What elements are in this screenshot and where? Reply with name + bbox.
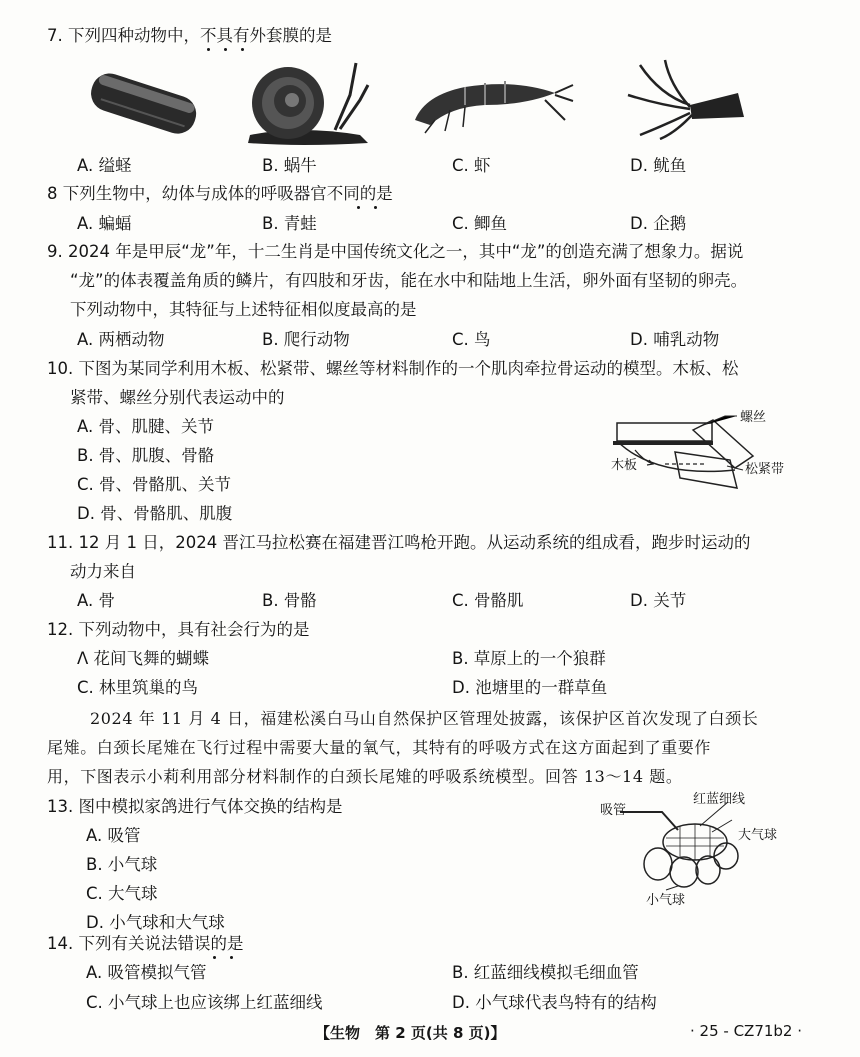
q14-stem: 14. 下列有关说法错误的是 bbox=[47, 934, 244, 953]
emphasis-dot bbox=[224, 48, 227, 51]
q11-option-d: D. 关节 bbox=[630, 591, 687, 610]
emphasis-dot bbox=[230, 956, 233, 959]
q10-option-a: A. 骨、肌腱、关节 bbox=[77, 417, 214, 436]
q9-option-b: B. 爬行动物 bbox=[262, 330, 350, 349]
q13-stem: 13. 图中模拟家鸽进行气体交换的结构是 bbox=[47, 797, 343, 816]
label-straw: 吸管 bbox=[600, 803, 627, 818]
shrimp-image bbox=[405, 65, 575, 135]
label-screw: 螺丝 bbox=[740, 410, 767, 425]
q11-line-2: 动力来自 bbox=[70, 562, 136, 581]
label-thread: 红蓝细线 bbox=[693, 792, 746, 807]
snail-image bbox=[240, 55, 375, 150]
q7-option-d: D. 鱿鱼 bbox=[630, 156, 687, 175]
q7-stem: 7. 下列四种动物中，不具有外套膜的是 bbox=[47, 26, 332, 45]
q8-option-d: D. 企鹅 bbox=[630, 214, 687, 233]
passage-line-3: 用，下图表示小莉利用部分材料制作的白颈长尾雉的呼吸系统模型。回答 13～14 题。 bbox=[47, 767, 683, 786]
q10-option-c: C. 骨、骨骼肌、关节 bbox=[77, 475, 232, 494]
q10-option-b: B. 骨、肌腹、骨骼 bbox=[77, 446, 215, 465]
q13-option-a: A. 吸管 bbox=[86, 826, 141, 845]
emphasis-dot bbox=[374, 206, 377, 209]
q14-option-d: D. 小气球代表鸟特有的结构 bbox=[452, 993, 657, 1012]
emphasis-dot bbox=[241, 48, 244, 51]
q13-option-d: D. 小气球和大气球 bbox=[86, 913, 225, 932]
q12-option-a: Λ 花间飞舞的蝴蝶 bbox=[77, 649, 210, 668]
q8-stem: 8 下列生物中，幼体与成体的呼吸器官不同的是 bbox=[47, 184, 393, 203]
q9-option-c: C. 鸟 bbox=[452, 330, 491, 349]
label-big-balloon: 大气球 bbox=[738, 828, 778, 843]
q13-option-c: C. 大气球 bbox=[86, 884, 158, 903]
passage-line-1: 2024 年 11 月 4 日，福建松溪白马山自然保护区管理处披露，该保护区首次发现了白颈长 bbox=[90, 709, 759, 728]
passage-line-2: 尾雉。白颈长尾雉在飞行过程中需要大量的氧气，其特有的呼吸方式在这方面起到了重要作 bbox=[47, 738, 712, 757]
squid-image bbox=[620, 55, 750, 140]
q9-line-3: 下列动物中，其特征与上述特征相似度最高的是 bbox=[70, 300, 417, 319]
q9-option-d: D. 哺乳动物 bbox=[630, 330, 720, 349]
q14-option-c: C. 小气球上也应该绑上红蓝细线 bbox=[86, 993, 323, 1012]
q12-option-b: B. 草原上的一个狼群 bbox=[452, 649, 606, 668]
q11-option-c: C. 骨骼肌 bbox=[452, 591, 524, 610]
q10-option-d: D. 骨、骨骼肌、肌腹 bbox=[77, 504, 233, 523]
q10-line-1: 10. 下图为某同学利用木板、松紧带、螺丝等材料制作的一个肌肉牵拉骨运动的模型。木板、松 bbox=[47, 359, 739, 378]
q7-option-b: B. 蜗牛 bbox=[262, 156, 317, 175]
q11-option-b: B. 骨骼 bbox=[262, 591, 317, 610]
emphasis-dot bbox=[213, 956, 216, 959]
razor-clam-image bbox=[80, 62, 205, 142]
q7-option-a: A. 缢蛏 bbox=[77, 156, 132, 175]
q9-line-2: “龙”的体表覆盖角质的鳞片，有四肢和牙齿，能在水中和陆地上生活，卵外面有坚韧的卵壳。 bbox=[70, 271, 748, 290]
q13-option-b: B. 小气球 bbox=[86, 855, 158, 874]
q9-option-a: A. 两栖动物 bbox=[77, 330, 165, 349]
q14-option-a: A. 吸管模拟气管 bbox=[86, 963, 207, 982]
q9-line-1: 9. 2024 年是甲辰“龙”年，十二生肖是中国传统文化之一，其中“龙”的创造充满了想象力。据说 bbox=[47, 242, 744, 261]
footer-code: · 25 - CZ71b2 · bbox=[690, 1022, 803, 1040]
label-board: 木板 bbox=[611, 458, 638, 473]
emphasis-dot bbox=[357, 206, 360, 209]
footer-page-info: 【生物 第 2 页(共 8 页)】 bbox=[315, 1024, 506, 1042]
q11-option-a: A. 骨 bbox=[77, 591, 115, 610]
q8-option-c: C. 鲫鱼 bbox=[452, 214, 508, 233]
q10-line-2: 紧带、螺丝分别代表运动中的 bbox=[70, 388, 285, 407]
label-band: 松紧带 bbox=[745, 462, 785, 477]
muscle-model-diagram bbox=[605, 408, 820, 498]
q14-option-b: B. 红蓝细线模拟毛细血管 bbox=[452, 963, 639, 982]
q12-option-c: C. 林里筑巢的鸟 bbox=[77, 678, 199, 697]
q12-option-d: D. 池塘里的一群草鱼 bbox=[452, 678, 608, 697]
emphasis-dot bbox=[207, 48, 210, 51]
q8-option-b: B. 青蛙 bbox=[262, 214, 317, 233]
q7-option-c: C. 虾 bbox=[452, 156, 491, 175]
label-small-balloon: 小气球 bbox=[646, 893, 686, 908]
q8-option-a: A. 蝙蝠 bbox=[77, 214, 132, 233]
q12-stem: 12. 下列动物中，具有社会行为的是 bbox=[47, 620, 310, 639]
q11-line-1: 11. 12 月 1 日，2024 晋江马拉松赛在福建晋江鸣枪开跑。从运动系统的组成看，跑步时运动的 bbox=[47, 533, 751, 552]
